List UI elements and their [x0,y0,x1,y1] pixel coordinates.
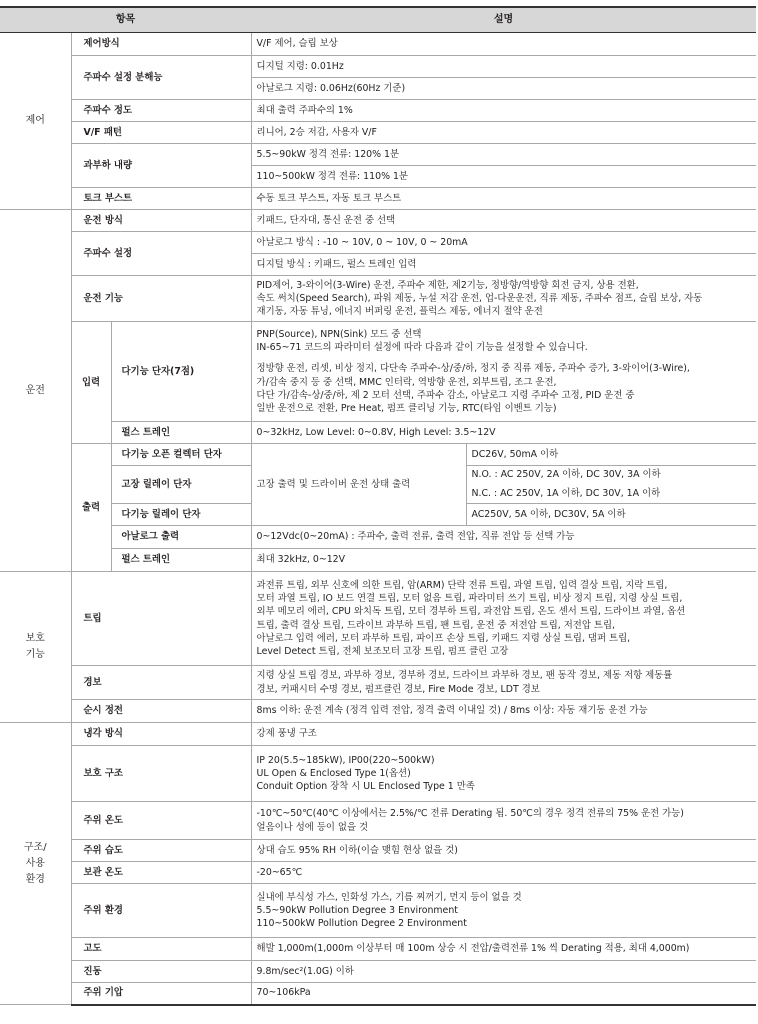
text-line: 경보, 커패시터 수명 경보, 펌프클린 경보, Fire Mode 경보, LDT 경보 [256,683,540,695]
row-value: 0~32kHz, Low Level: 0~0.8V, High Level: 3.5~12V [251,422,756,444]
row-label: 펄스 트레인 [111,549,251,572]
row-label: 다기능 오픈 컬렉터 단자 [111,444,251,466]
row-value [251,884,756,938]
row-label: 경보 [71,666,251,700]
row-value: V/F 제어, 슬립 보상 [251,33,756,56]
table-row [0,144,756,166]
row-value: 디지털 방식 : 키패드, 펄스 트레인 입력 [251,254,756,276]
row-value: 디지털 지령: 0.01Hz [251,56,756,78]
row-value: 강제 풍냉 구조 [251,723,756,746]
row-label: 토크 부스트 [71,188,251,210]
row-label: V/F 패턴 [71,122,251,144]
text-line: 110~500kW Pollution Degree 2 Environment [256,918,467,930]
row-label: 트립 [71,572,251,666]
row-label: 주위 기압 [71,983,251,1005]
table-row [0,840,756,862]
table-row [0,188,756,210]
row-label: 과부하 내량 [71,144,251,188]
table-row [0,526,756,549]
table-row [0,276,756,322]
row-value [251,322,756,422]
table-row [0,232,756,254]
text-line: IN-65~71 코드의 파라미터 설정에 따라 다음과 같이 기능을 설정할 수 있습니다. [256,342,588,354]
row-label: 주파수 설정 분해능 [71,56,251,100]
table-row [0,666,756,700]
table-row [0,444,756,466]
row-label: 주위 습도 [71,840,251,862]
text-line: 얼음이나 성에 등이 없을 것 [256,821,369,833]
row-value: -20~65℃ [251,862,756,884]
row-value: 해발 1,000m(1,000m 이상부터 매 100m 상승 시 전압/출력전류 1% 씩 Derating 적용, 최대 4,000m) [251,938,756,961]
text-line: 지령 상실 트립 경보, 과부하 경보, 경부하 경보, 드라이브 과부하 경보, 팬 동작 경보, 제동 저항 제동률 [256,670,673,682]
row-label: 주위 환경 [71,884,251,938]
table-row [0,700,756,723]
table-row [0,33,756,56]
row-value: 0~12Vdc(0~20mA) : 주파수, 출력 전류, 출력 전압, 직류 전압 등 선택 가능 [251,526,756,549]
text-line: 외부 메모리 에러, CPU 와치독 트립, 모터 경부하 트립, 과전압 트립, 온도 센서 트립, 드라이브 과열, 옵션 [256,606,686,618]
row-value [251,572,756,666]
text-line: 모터 과열 트립, IO 보드 연결 트립, 모터 없음 트립, 파라미터 쓰기 트립, 비상 정지 트립, 지령 상실 트립, [256,593,683,605]
row-value [251,802,756,840]
table-row [0,549,756,572]
table-row [0,122,756,144]
text-line: Level Detect 트립, 전체 보조모터 고장 트립, 펌프 클린 고장 [256,645,509,657]
row-value: 수동 토크 부스트, 자동 토크 부스트 [251,188,756,210]
row-label: 펄스 트레인 [111,422,251,444]
row-label: 주파수 설정 [71,232,251,276]
table-row [0,862,756,884]
row-value [251,276,756,322]
text-line: PNP(Source), NPN(Sink) 모드 중 선택 [256,329,422,341]
table-row [0,572,756,666]
row-value: AC250V, 5A 이하, DC30V, 5A 이하 [466,504,756,526]
row-label: 다기능 릴레이 단자 [111,504,251,526]
row-label: 냉각 방식 [71,723,251,746]
section-protection: 보호 기능 [0,572,71,723]
table-row [0,723,756,746]
group-input: 입력 [71,322,111,444]
text-line: UL Open & Enclosed Type 1(옵션) [256,767,411,779]
row-label: 보관 온도 [71,862,251,884]
row-value: DC26V, 50mA 이하 [466,444,756,466]
row-value: 최대 출력 주파수의 1% [251,100,756,122]
section-control: 제어 [0,33,71,210]
row-value: 리니어, 2승 저감, 사용자 V/F [251,122,756,144]
row-label: 제어방식 [71,33,251,56]
header-item: 항목 [0,7,251,33]
table-row [0,983,756,1005]
row-value: 상대 습도 95% RH 이하(이슬 맺힘 현상 없을 것) [251,840,756,862]
text-line: 과전류 트립, 외부 신호에 의한 트립, 암(ARM) 단락 전류 트립, 과열 트립, 입력 결상 트립, 지락 트립, [256,580,668,592]
text-line: 트립, 출력 결상 트립, 드라이브 과부하 트립, 팬 트립, 운전 중 저전압 트립, 저전압 트립, [256,619,615,631]
row-value: 8ms 이하: 운전 계속 (정격 입력 전압, 정격 출력 이내일 것) / 8ms 이상: 자동 재기동 운전 가능 [251,700,756,723]
row-label: 아날로그 출력 [111,526,251,549]
row-label: 주위 온도 [71,802,251,840]
row-value: 아날로그 방식 : -10 ~ 10V, 0 ~ 10V, 0 ~ 20mA [251,232,756,254]
text-line: 다단 가/감속-상/중/하, 제 2 모터 선택, 주파수 감소, 아날로그 지령 주파수 고정, PID 운전 중 [256,389,635,401]
text-line: 일반 운전으로 전환, Pre Heat, 펌프 클리닝 기능, RTC(타임 이벤트 기능) [256,402,557,414]
table-row [0,422,756,444]
text-line: 정방향 운전, 리셋, 비상 정지, 다단속 주파수-상/중/하, 정지 중 직류 제동, 주파수 증가, 3-와이어(3-Wire), [256,363,690,375]
row-value: 최대 32kHz, 0~12V [251,549,756,572]
row-label: 운전 기능 [71,276,251,322]
row-value: 5.5~90kW 정격 전류: 120% 1분 [251,144,756,166]
spec-sheet [0,6,756,1006]
row-label: 주파수 정도 [71,100,251,122]
row-value: 9.8m/sec²(1.0G) 이하 [251,961,756,983]
table-row [0,210,756,232]
table-row [0,961,756,983]
text-line: 아날로그 입력 에러, 모터 과부하 트립, 파이프 손상 트립, 키패드 지령 상실 트립, 댐퍼 트립, [256,632,631,644]
row-value: 110~500kW 정격 전류: 110% 1분 [251,166,756,188]
row-label: 다기능 단자(7점) [111,322,251,422]
row-value: 키패드, 단자대, 통신 운전 중 선택 [251,210,756,232]
table-row [0,938,756,961]
row-label: 진동 [71,961,251,983]
row-value [251,746,756,802]
row-label: 순시 정전 [71,700,251,723]
row-value: N.O. : AC 250V, 2A 이하, DC 30V, 3A 이하 [466,466,756,485]
row-label: 보호 구조 [71,746,251,802]
text-line: 속도 써치(Speed Search), 파워 제동, 누설 저감 운전, 업-다운운전, 직류 제동, 주파수 점프, 슬립 보상, 자동 [256,292,703,304]
row-label: 고도 [71,938,251,961]
text-line: 실내에 부식성 가스, 인화성 가스, 기름 찌꺼기, 먼지 등이 없을 것 [256,891,522,903]
output-shared-description: 고장 출력 및 드라이버 운전 상태 출력 [251,444,466,526]
row-value [251,666,756,700]
row-value: 아날로그 지령: 0.06Hz(60Hz 기준) [251,78,756,100]
spec-table [0,6,756,1006]
text-line: 재기동, 자동 튜닝, 에너지 버퍼링 운전, 플럭스 제동, 에너지 절약 운전 [256,306,543,318]
table-row [0,884,756,938]
table-row [0,322,756,422]
section-operation: 운전 [0,210,71,572]
group-output: 출력 [71,444,111,572]
table-row [0,100,756,122]
row-label: 고장 릴레이 단자 [111,466,251,504]
table-header-row [0,7,756,33]
text-line: -10℃~50℃(40℃ 이상에서는 2.5%/℃ 전류 Derating 됨. 50℃의 경우 정격 전류의 75% 운전 가능) [256,808,684,820]
row-label: 운전 방식 [71,210,251,232]
text-line: Conduit Option 장착 시 UL Enclosed Type 1 만족 [256,781,475,793]
row-value: 70~106kPa [251,983,756,1005]
row-value: N.C. : AC 250V, 1A 이하, DC 30V, 1A 이하 [466,485,756,504]
table-row [0,746,756,802]
section-environment: 구조/ 사용 환경 [0,723,71,1005]
text-line: 5.5~90kW Pollution Degree 3 Environment [256,904,458,916]
text-line: 가/감속 중지 등 중 선택, MMC 인터락, 역방향 운전, 외부트립, 조그 운전, [256,376,557,388]
header-description: 설명 [251,7,756,33]
text-line: IP 20(5.5~185kW), IP00(220~500kW) [256,754,435,766]
text-line: PID제어, 3-와이어(3-Wire) 운전, 주파수 제한, 제2기능, 정방향/역방향 회전 금지, 상용 전환, [256,279,639,291]
table-row [0,56,756,78]
table-row [0,802,756,840]
